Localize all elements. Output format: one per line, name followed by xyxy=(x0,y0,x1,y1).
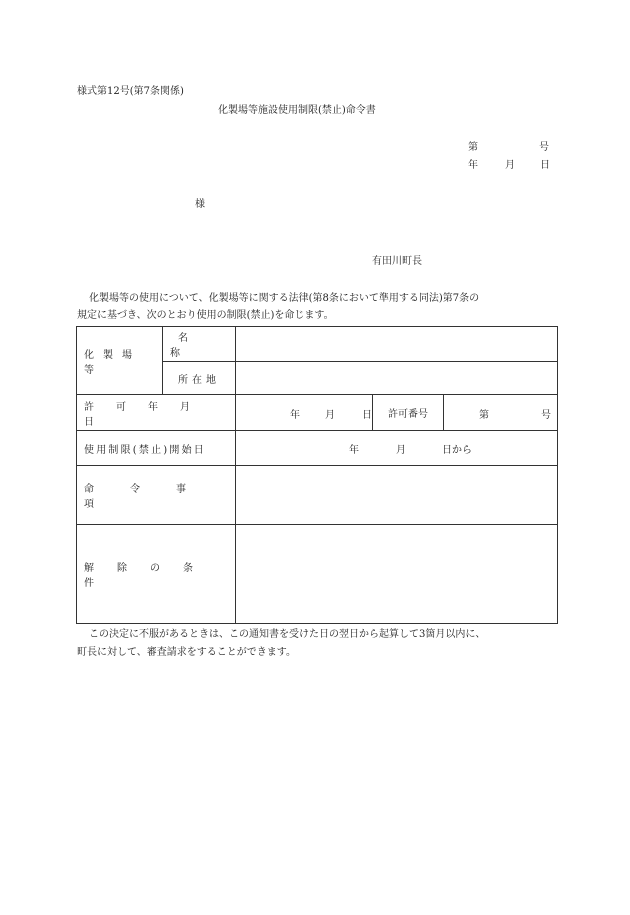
date-day: 日 xyxy=(540,160,550,171)
name-value[interactable] xyxy=(236,327,558,362)
facility-label-text: 化製場等 xyxy=(84,349,141,376)
order-items-value[interactable] xyxy=(236,466,558,525)
facility-label-cell xyxy=(77,327,163,395)
release-conditions-label: 解除の条件 xyxy=(84,563,216,589)
body-line-1: 化製場等の使用について、化製場等に関する法律(第8条において準用する同法)第7条の xyxy=(89,293,480,304)
name-label-cell xyxy=(163,327,236,362)
table-row xyxy=(77,431,558,466)
start-date-label: 使用制限(禁止)開始日 xyxy=(84,444,207,456)
address-value[interactable] xyxy=(236,362,558,395)
footer-line-2: 町長に対して、審査請求をすることができます。 xyxy=(77,647,296,658)
table-row xyxy=(77,466,558,525)
permit-date-month: 月 xyxy=(325,409,335,421)
release-conditions-label-cell xyxy=(77,525,236,624)
permit-date-day: 日 xyxy=(362,409,372,421)
address-label-cell xyxy=(163,362,236,395)
permit-date-year: 年 xyxy=(290,409,300,421)
body-line-2: 規定に基づき、次のとおり使用の制限(禁止)を命じます。 xyxy=(77,310,334,321)
start-date-value[interactable] xyxy=(236,431,558,466)
permit-date-label-cell xyxy=(77,395,236,431)
date-month: 月 xyxy=(505,160,515,171)
table-row xyxy=(77,525,558,624)
address-label: 所在地 xyxy=(178,374,220,386)
doc-number-suffix: 号 xyxy=(539,142,549,153)
release-conditions-value[interactable] xyxy=(236,525,558,624)
order-items-label-cell xyxy=(77,466,236,525)
permit-number-label-cell xyxy=(373,395,444,431)
facility-label xyxy=(84,346,155,376)
addressee-honorific: 様 xyxy=(195,199,205,210)
start-date-year: 年 xyxy=(349,445,359,456)
table-row xyxy=(77,327,558,362)
footer-line-1: この決定に不服があるときは、この通知書を受けた日の翌日から起算して3箇月以内に、 xyxy=(89,629,486,640)
date-year: 年 xyxy=(468,160,478,171)
form-number: 様式第12号(第7条関係) xyxy=(77,86,184,97)
document-title: 化製場等施設使用制限(禁止)命令書 xyxy=(218,105,376,116)
permit-date-value[interactable] xyxy=(236,395,373,431)
doc-number-prefix: 第 xyxy=(468,142,478,153)
issuer: 有田川町長 xyxy=(372,256,422,267)
start-date-day-from: 日から xyxy=(442,445,472,456)
table-row xyxy=(77,395,558,431)
permit-date-label: 許可年月日 xyxy=(84,401,212,428)
start-date-label-cell xyxy=(77,431,236,466)
permit-number-prefix: 第 xyxy=(479,409,489,421)
order-items-label: 命令事項 xyxy=(84,484,222,510)
permit-number-label: 許可番号 xyxy=(388,409,428,420)
permit-number-suffix: 号 xyxy=(541,409,551,421)
name-label: 名称 xyxy=(170,333,208,359)
permit-number-value[interactable] xyxy=(444,395,558,431)
start-date-month: 月 xyxy=(396,445,406,456)
order-table xyxy=(76,326,558,624)
